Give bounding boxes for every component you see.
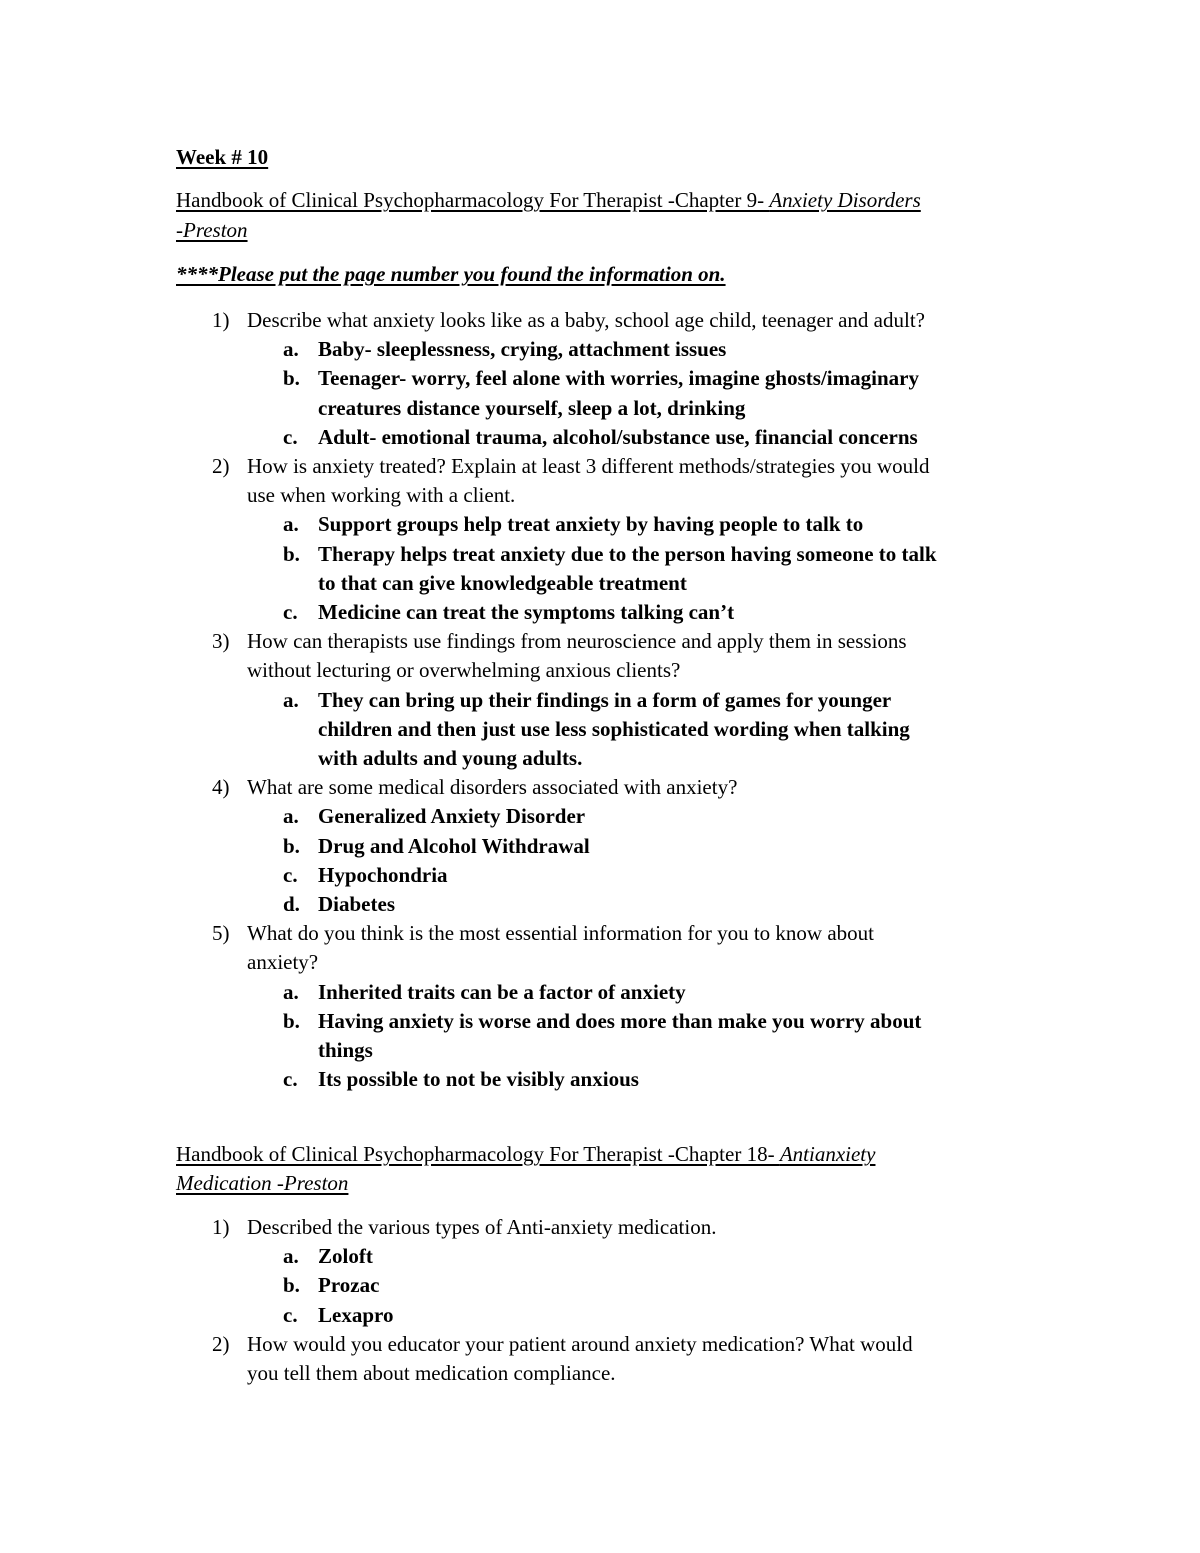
answer-text: Prozac	[318, 1273, 380, 1298]
answer-text: Zoloft	[318, 1244, 373, 1269]
question-number: 3)	[212, 629, 230, 654]
section1-title	[176, 186, 921, 215]
answer-text: with adults and young adults.	[318, 746, 583, 770]
question-text: you tell them about medication compliance.	[247, 1361, 616, 1385]
answer-letter: a.	[283, 512, 299, 537]
answer-text: creatures distance yourself, sleep a lot, drinking	[318, 395, 746, 420]
answer-letter: c.	[283, 1302, 298, 1327]
question-text: without lecturing or overwhelming anxious clients?	[247, 658, 681, 683]
answer-letter: b.	[283, 366, 300, 391]
question-text: How is anxiety treated? Explain at least 3 different methods/strategies you would	[247, 454, 930, 478]
answer-text: Hypochondria	[318, 862, 448, 887]
answer-letter: a.	[283, 979, 299, 1004]
section1-title-chapter: Anxiety Disorders	[769, 188, 921, 212]
section2-title-chapter: Antianxiety	[779, 1142, 876, 1166]
question-text: How would you educator your patient around anxiety medication? What would	[247, 1331, 913, 1356]
answer-text: Baby- sleeplessness, crying, attachment issues	[318, 337, 727, 362]
question-number: 2)	[212, 1331, 230, 1356]
answer-letter: b.	[283, 541, 300, 566]
answer-letter: a.	[283, 804, 299, 829]
answer-letter: a.	[283, 1244, 299, 1269]
answer-letter: a.	[283, 687, 299, 712]
section1-title-text: Handbook of Clinical Psychopharmacology For Therapist -Chapter 9-	[176, 188, 770, 212]
section2-title	[176, 1140, 875, 1169]
question-text: use when working with a client.	[247, 483, 516, 508]
answer-text: Therapy helps treat anxiety due to the person having someone to talk	[318, 541, 937, 566]
week-heading: Week # 10	[176, 145, 269, 169]
answer-letter: c.	[283, 862, 298, 887]
answer-letter: c.	[283, 1067, 298, 1092]
section2-title-author: Medication -Preston	[176, 1171, 349, 1195]
question-number: 4)	[212, 775, 230, 800]
answer-text: Support groups help treat anxiety by having people to talk to	[318, 512, 864, 537]
question-text: What are some medical disorders associated with anxiety?	[247, 775, 738, 800]
question-number: 1)	[212, 308, 230, 332]
answer-letter: c.	[283, 600, 298, 624]
answer-text: Its possible to not be visibly anxious	[318, 1067, 639, 1092]
question-text: How can therapists use findings from neuroscience and apply them in sessions	[247, 629, 907, 654]
answer-text: Diabetes	[318, 892, 395, 916]
answer-text: Medicine can treat the symptoms talking can’t	[318, 600, 735, 624]
answer-text: to that can give knowledgeable treatment	[318, 570, 687, 595]
answer-letter: b.	[283, 833, 300, 858]
answer-text: Drug and Alcohol Withdrawal	[318, 833, 590, 858]
question-number: 5)	[212, 921, 230, 946]
answer-letter: b.	[283, 1273, 300, 1298]
question-number: 1)	[212, 1215, 230, 1239]
answer-text: Teenager- worry, feel alone with worries, imagine ghosts/imaginary	[318, 366, 919, 391]
answer-text: Adult- emotional trauma, alcohol/substance use, financial concerns	[318, 424, 918, 449]
answer-text: They can bring up their findings in a form of games for younger	[318, 687, 892, 712]
answer-letter: c.	[283, 424, 298, 449]
answer-text: Lexapro	[318, 1302, 394, 1327]
answer-text: Generalized Anxiety Disorder	[318, 804, 586, 829]
question-text: anxiety?	[247, 950, 319, 975]
instruction-note: ****Please put the page number you found the information on.	[176, 262, 726, 286]
section1-title-author: -Preston	[176, 218, 248, 242]
question-text: Describe what anxiety looks like as a baby, school age child, teenager and adult?	[247, 308, 925, 332]
answer-text: things	[318, 1038, 373, 1062]
answer-letter: d.	[283, 892, 300, 916]
section2-title-text: Handbook of Clinical Psychopharmacology For Therapist -Chapter 18-	[176, 1142, 780, 1166]
answer-text: Inherited traits can be a factor of anxiety	[318, 979, 686, 1004]
question-text: What do you think is the most essential information for you to know about	[247, 921, 874, 946]
answer-text: Having anxiety is worse and does more than make you worry about	[318, 1008, 922, 1033]
answer-text: children and then just use less sophisticated wording when talking	[318, 716, 910, 741]
question-number: 2)	[212, 454, 230, 478]
answer-letter: a.	[283, 337, 299, 362]
question-text: Described the various types of Anti-anxiety medication.	[247, 1215, 717, 1239]
answer-letter: b.	[283, 1008, 300, 1033]
